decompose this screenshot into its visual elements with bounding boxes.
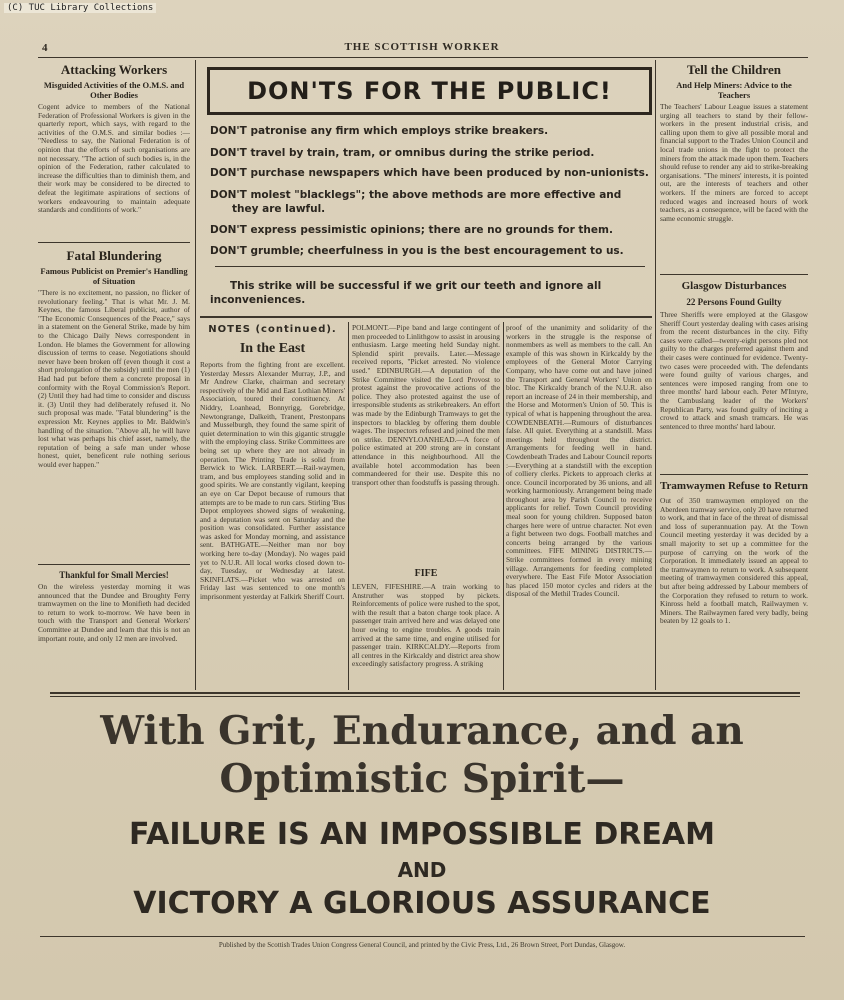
publisher-footer: Published by the Scottish Trades Union Congress General Council, and printed by the Civic Press, Ltd., 26 Brown Street, Port Dundas, Glasgow. (218, 941, 626, 949)
top-rule (38, 57, 808, 58)
article-body-thankful: On the wireless yesterday morning it was announced that the Dundee and Broughty Ferry tramwaymen on the line to Monifieth had decided to return to work to-morrow. We have been in touch with the Transport and General Workers' Committee at Dundee and learn that this is not an important route, and only 12 men are involved. (38, 583, 190, 643)
strike-message-line1: This strike will be successful if we grit our teeth and ignore all (230, 280, 602, 292)
article-body-attacking-workers: Cogent advice to members of the National Federation of Professional Workers is given in the quarterly report, which says, with regard to the activities of the O.M.S. and similar bodies :— "Needless to say, the National Federation is of opinion that the efforts of such organisations are not necessary. "The action of such bodies is, in the opinion of the Federation, rather calculated to increase the difficulties than to diminish them, and their work may be considered to be directed to defeat the legitimate aspirations of sections of workers endeavouring to maintain adequate standards and conditions of work." (38, 103, 190, 215)
banner-line-1: With Grit, Endurance, and an (100, 708, 744, 754)
notes-body-1: Reports from the fighting front are excellent. Yesterday Messrs Alexander Murray, J.P., and Mr Andrew Clarke, chairman and secretary respectively of the Mid and East Lothian Miners' Association, toured their constituency. At Niddry, Loanhead, Bonnyrigg, Gorebridge, Newtongrange, Dalkeith, Tranent, Prestonpans and Musselburgh, they found the same spirit of quiet determination to win this gigantic struggle with the employing class. Strike Committees are being set up where they are not already in operation. The Printing Trade is solid from Berwick to Wick. LARBERT.—Rail-waymen, tram, and bus employees standing solid and in good spirits. We are constantly vigilant, keeping an eye on Car Depot because of rumours that attempts are to be made to run cars. Stirling 'Bus Depot employees showed signs of weakening, and a deputation was sent on Saturday and the position was consolidated. Further assistance was asked for Monday morning, and assistance sent. BATHGATE.—Neither man nor boy working here to-day (Monday). No wages paid yet to N.U.R. All local works closed down to-day, Tuesday, or Wednesday at latest. SKINFLATS.—Picket who was arrested on Friday last was sentenced to one month's imprisonment yesterday at Falkirk Sheriff Court. (200, 361, 345, 602)
article-title-thankful: Thankful for Small Mercies! (59, 570, 169, 580)
donts-rule (215, 266, 645, 267)
fife-title: FIFE (414, 568, 438, 579)
column-divider-right (655, 60, 656, 690)
masthead: THE SCOTTISH WORKER (344, 41, 500, 53)
in-the-east-title: In the East (239, 341, 306, 356)
notes-body-2b: LEVEN, FIFESHIRE.—A train working to Anstruther was stopped by pickets. Reinforcements of police were rushed to the spot, with the result that a baton charge took place. A passenger train arrived here and was delayed one hour owing to engine troubles. A goods train arrived at the same time, and engine utilised for passenger train. KIRKCALDY.—Reports from all centres in the Kirkcaldy and district area show exceedingly satisfactory progress. A striking (352, 583, 500, 669)
banner-line-3: FAILURE IS AN IMPOSSIBLE DREAM (129, 817, 715, 852)
dont-item-4: DON'T molest "blacklegs"; the above methods are more effective and (210, 189, 622, 201)
banner-line-2: Optimistic Spirit— (219, 756, 625, 802)
notes-rule (200, 316, 652, 318)
article-body-fatal-blundering: "There is no excitement, no passion, no flicker of revolutionary feeling." That is what Mr. J. M. Keynes, the famous Liberal publicist, author of "The Economic Consequences of the Peace," says in a statement on the General Strike, made by him to the Chicago Daily News correspondent in London. He blames the Government for allowing discussion of terms to cease. Negotiations should never have been broken off (even though it cost a short prolongation of the subsidy) until the men (1) Had had put before them a concrete proposal in conformity with the Royal Commission's Report. (2) Until they had had time to consider and discuss it. (3) Until they had deliberately refused it. No such proposal was made. "Fatal blundering" is the expression Mr. Keynes applies to Mr. Baldwin's handling of the situation. "Above all, he will have lost what was perhaps his chief asset, namely, the reputation of being a safe man under whose honest, quiet, beneficent rule nothing serious would ever happen." (38, 289, 190, 469)
banner-line-5: VICTORY A GLORIOUS ASSURANCE (133, 886, 711, 921)
strike-message-line2: inconveniences. (210, 294, 306, 306)
donts-title: DON'TS FOR THE PUBLIC! (247, 77, 612, 105)
article-title-glasgow: Glasgow Disturbances (681, 280, 787, 292)
dont-item-6: DON'T grumble; cheerfulness in you is the best encouragement to us. (210, 245, 624, 257)
donts-title-box (207, 67, 652, 115)
article-title-tell-children: Tell the Children (687, 62, 781, 77)
article-body-glasgow: Three Sheriffs were employed at the Glasgow Sheriff Court yesterday dealing with cases arising from the recent disturbances in the city. Fifty cases were called—twenty-eight persons pled not guilty to the charges preferred against them and their cases were continued for evidence. Twenty-two cases were proceeded with. The defendants were found guilty of various charges, and sentences were imposed ranging from one to three months' hard labour each. Peter M'Intyre, the Cambuslang leader of the Workers' Republican Party, was found guilty of inciting a crowd to attack and smash tramcars. He was sentenced to three months' hard labour. (660, 311, 808, 431)
article-title-attacking-workers: Attacking Workers (60, 62, 168, 77)
notes-column-2 (352, 324, 500, 690)
banner-rule-top (50, 692, 800, 694)
notes-header: NOTES (continued). (208, 324, 337, 335)
notes-divider-1 (348, 322, 349, 690)
right-divider-1 (660, 274, 808, 275)
left-column (38, 62, 190, 692)
column-divider-left (195, 60, 196, 690)
left-divider-1 (38, 242, 190, 243)
notes-column-3 (506, 324, 652, 690)
article-body-tell-children: The Teachers' Labour League issues a statement urging all teachers to stand by their fellow-workers in the present industrial crisis, and calling upon them to give all possible moral and financial support to the Trades Union Council and local trade unions in the fight to protect the miners from the attack made upon them. Teachers should refuse to render any aid to strike-breaking organisations. "The miners' interests, it is pointed out, are the interests of teachers and other workers. If the miners are forced to accept reduced wages and increased hours of work teachers, as a consequence, will be faced with the same economic struggle. (660, 103, 808, 223)
dont-item-5: DON'T express pessimistic opinions; there are no grounds for them. (210, 224, 613, 236)
dont-item-1: DON'T patronise any firm which employs strike breakers. (210, 125, 549, 137)
right-divider-2 (660, 474, 808, 475)
notes-body-2a: POLMONT.—Pipe band and large contingent of men proceeded to Linlithgow to assist in arousing enthusiasm. Large meeting held Sunday night. Splendid spirit prevails. Later.—Message received reports, "Picket arrested. No violence used." EDINBURGH.—A deputation of the Strike Committee visited the Lord Provost to protest against the provocative actions of the police. They also protested against the use of irresponsible students as strikebreakers. An effort was made by the Edinburgh Tramways to get the inspectors to blackleg by offering them double wages. The inspectors refused and joined the men on strike. DENNYLOANHEAD.—A force of police estimated at 200 strong are in constant attendance in this neighbourhood. All the available hotel accommodation has been commandeered for their use. Despite this no transport other than foodstuffs is passing through. (352, 324, 500, 487)
page-number: 4 (42, 42, 48, 54)
article-title-fatal-blundering: Fatal Blundering (66, 248, 162, 263)
notes-column-1 (200, 324, 345, 690)
article-subtitle-publicist: Famous Publicist on Premier's Handling of Situation (40, 266, 188, 286)
article-subtitle-teachers: And Help Miners: Advice to the Teachers (676, 80, 792, 100)
article-body-tramwaymen: Out of 350 tramwaymen employed on the Aberdeen tramway service, only 20 have returned to work, and that in face of the threat of dismissal and loss of superannuation pay. At the Town Council meeting yesterday it was decided by a small majority to set up a committee for the purpose of carrying on the work of the Corporation. It immediately issued an appeal to the tramwaymen to return to work. A subsequent meeting of tramwaymen considered this appeal, but after being addressed by Labour members of the Corporation they refused to return to work. Kinross held a football match, Railwaymen v. Miners. The Railwaymen fared very badly, being beaten by 12 goals to 1. (660, 497, 808, 626)
dont-item-3: DON'T purchase newspapers which have been produced by non-unionists. (210, 167, 649, 179)
article-title-tramwaymen: Tramwaymen Refuse to Return (660, 480, 808, 492)
notes-body-3: proof of the unanimity and solidarity of the workers in the struggle is the response of nonmembers as well as members to the call. An example of this was shown in Kirkcaldy by the employees of the General Motor Carrying Company, who have come out and have joined the Transport and General Workers' Union en bloc. The Kirkcaldy branch of the N.U.R. also report an increase of 24 in their membership, and the Horse and Motormen's Union of 50. This is typical of what is happening throughout the area. COWDENBEATH.—Rumours of disturbances false. All quiet. Everything at a standstill. Mass meetings held throughout the district. Arrangements for feeding well in hand. Cowdenbeath Trades and Labour Council reports :—Everything at a standstill with the exception of colliery clerks. Pickets to approach clerks at once. Council incorporated by 36 unions, and all working harmoniously. Arrangement being made throughout area by Parish Council to receive applicants for relief. Town Council providing meal soon for young children. Supposed baton charges here were of untrue character. Not even a fight between two dogs. Football matches and concerts being arranged by the various committees. FIFE MINING DISTRICTS.—Strike committees formed in every mining village. Arrangements for feeding completed everywhere. The East Fife Motor Association has placed 150 motor cycles and riders at the disposal of the Methil Trades Council. (506, 324, 652, 599)
banner-rule-top2 (50, 696, 800, 697)
dont-item-4-cont: they are lawful. (232, 203, 326, 215)
dont-item-2: DON'T travel by train, tram, or omnibus during the strike period. (210, 147, 595, 159)
right-column (660, 62, 808, 692)
article-subtitle-oms: Misguided Activities of the O.M.S. and Other Bodies (43, 80, 185, 100)
notes-divider-2 (503, 322, 504, 690)
banner-line-4: AND (397, 858, 447, 882)
left-divider-2 (38, 564, 190, 565)
article-subtitle-guilty: 22 Persons Found Guilty (686, 297, 782, 307)
collection-credit: (C) TUC Library Collections (4, 3, 156, 13)
banner-rule-bottom (40, 936, 805, 937)
